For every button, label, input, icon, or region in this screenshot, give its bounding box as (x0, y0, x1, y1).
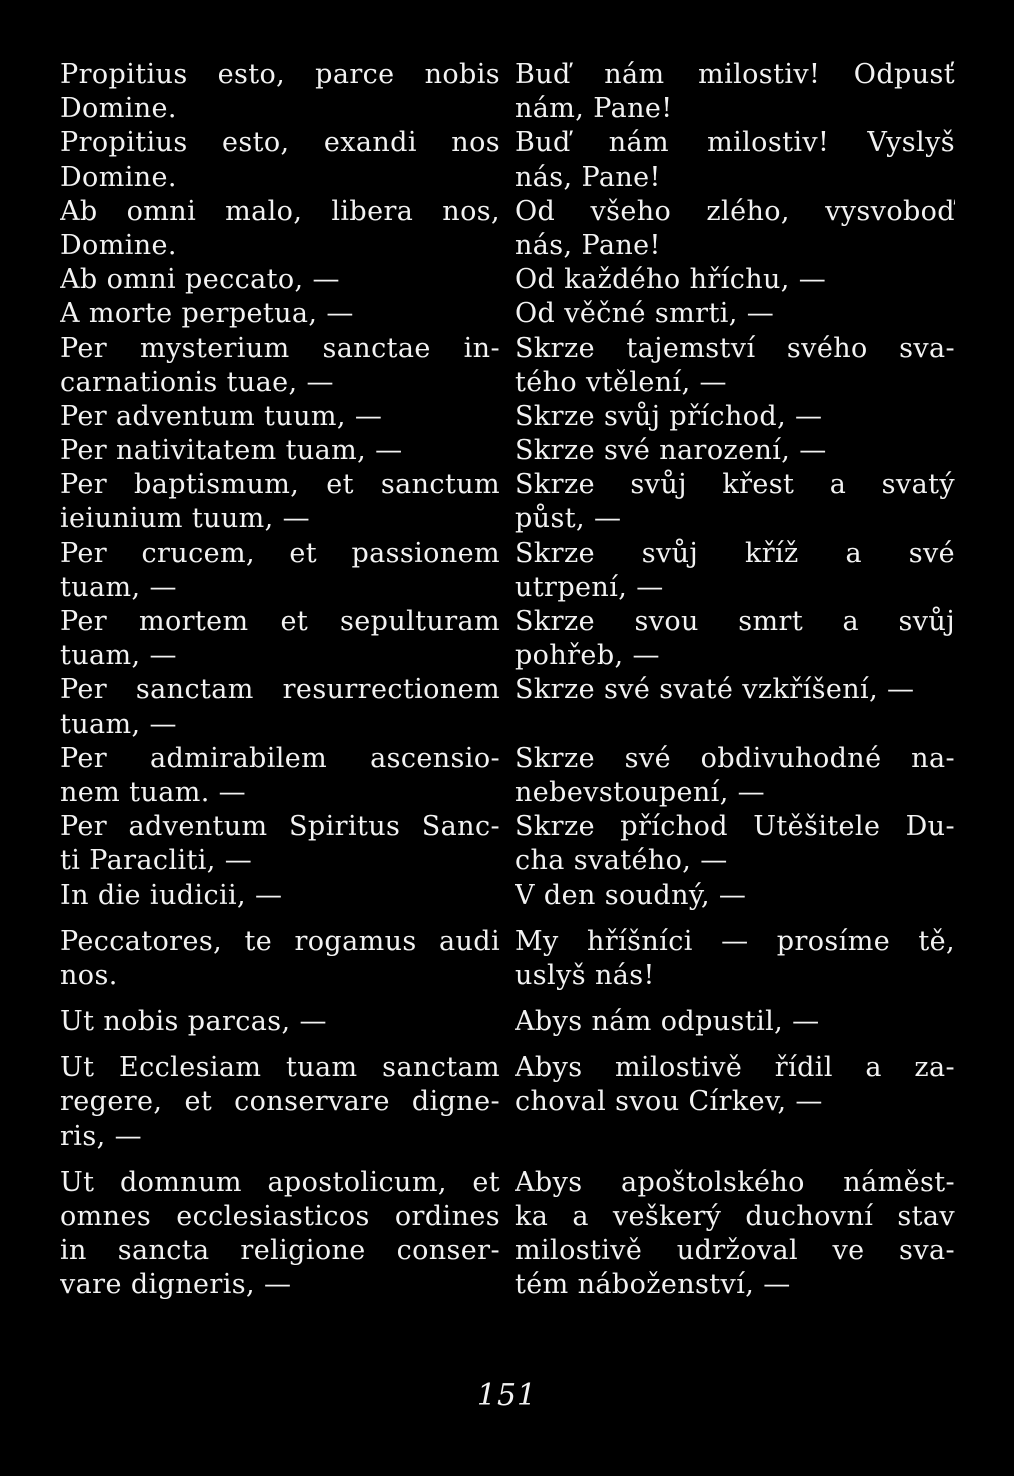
czech-entry (515, 1005, 955, 1039)
latin-entry (60, 263, 500, 297)
czech-line: Buď nám milostiv! Odpusť (515, 59, 955, 90)
latin-entry (60, 1051, 500, 1154)
latin-line: Propitius esto, exandi nos (60, 127, 500, 159)
latin-entry (60, 332, 500, 400)
latin-line: Ut domnum apostolicum, et (60, 1166, 500, 1198)
czech-line: cha svatého, — (515, 845, 728, 877)
czech-line: Od každého hříchu, — (515, 264, 827, 296)
latin-line: nos. (60, 959, 118, 991)
czech-entry (515, 297, 955, 331)
czech-line: Od věčné smrti, — (515, 298, 775, 330)
czech-entry (515, 195, 955, 263)
latin-entry (60, 742, 500, 810)
latin-entry (60, 1166, 500, 1303)
czech-line: Skrze tajemství svého sva- (515, 332, 955, 364)
latin-column (60, 58, 500, 1303)
latin-line: In die iudicii, — (60, 879, 283, 911)
latin-line: Domine. (60, 229, 177, 261)
latin-line: ti Paracliti, — (60, 845, 253, 877)
latin-line: A morte perpetua, — (60, 298, 354, 330)
latin-line: Per nativitatem tuam, — (60, 435, 403, 467)
latin-line: Per mysterium sanctae in- (60, 332, 500, 364)
czech-line: půst, — (515, 503, 622, 535)
czech-line: milostivě udržoval ve sva- (515, 1235, 955, 1267)
czech-line: choval svou Církev, — (515, 1086, 823, 1118)
latin-line: Per adventum Spiritus Sanc- (60, 811, 500, 843)
latin-line: nem tuam. — (60, 776, 247, 808)
czech-entry (515, 810, 955, 878)
latin-line: Ut Ecclesiam tuam sanctam (60, 1052, 500, 1084)
latin-line: regere, et conservare digne- (60, 1086, 500, 1118)
czech-line: tého vtělení, — (515, 366, 727, 398)
czech-line: Skrze svůj kříž a své (515, 537, 955, 569)
czech-entry (515, 58, 955, 126)
czech-line: nás, Pane! (515, 229, 661, 261)
latin-line: Ut nobis parcas, — (60, 1006, 327, 1038)
czech-entry (515, 925, 955, 993)
czech-entry (515, 126, 955, 194)
czech-line (515, 708, 955, 742)
czech-line: My hříšníci — prosíme tě, (515, 925, 955, 957)
latin-entry (60, 468, 500, 536)
latin-entry (60, 58, 500, 126)
czech-line: ka a veškerý duchovní stav (515, 1201, 955, 1232)
czech-entry (515, 400, 955, 434)
latin-line: Per admirabilem ascensio- (60, 742, 500, 774)
latin-entry (60, 810, 500, 878)
latin-line: ris, — (60, 1120, 142, 1152)
latin-line: vare digneris, — (60, 1269, 292, 1301)
czech-line: Od všeho zlého, vysvoboď (515, 195, 955, 227)
czech-entry (515, 263, 955, 297)
czech-line: Skrze svůj křest a svatý (515, 469, 955, 501)
czech-line: utrpení, — (515, 571, 664, 603)
czech-entry (515, 468, 955, 536)
latin-line: carnationis tuae, — (60, 366, 334, 398)
latin-line: Domine. (60, 161, 177, 193)
latin-line: Peccatores, te rogamus audi (60, 925, 500, 957)
czech-entry (515, 742, 955, 810)
czech-column (515, 58, 955, 1303)
latin-entry (60, 195, 500, 263)
latin-line: Per sanctam resurrectionem (60, 674, 500, 706)
czech-line: Skrze svůj příchod, — (515, 400, 823, 432)
page-number: 151 (476, 1378, 538, 1413)
latin-entry (60, 1005, 500, 1039)
latin-line: Per crucem, et passionem (60, 537, 500, 569)
czech-line (515, 1120, 955, 1154)
czech-entry (515, 673, 955, 741)
latin-entry (60, 673, 500, 741)
czech-line: Skrze své narození, — (515, 435, 827, 467)
czech-line: Buď nám milostiv! Vyslyš (515, 127, 955, 159)
latin-line: in sancta religione conser- (60, 1235, 500, 1267)
czech-line: pohřeb, — (515, 640, 660, 672)
latin-entry (60, 605, 500, 673)
czech-line: Skrze příchod Utěšitele Du- (515, 811, 955, 843)
latin-line: Per baptismum, et sanctum (60, 469, 500, 501)
czech-entry (515, 434, 955, 468)
latin-line: tuam, — (60, 708, 177, 740)
latin-entry (60, 537, 500, 605)
latin-entry (60, 400, 500, 434)
czech-entry (515, 879, 955, 913)
czech-line: Abys nám odpustil, — (515, 1006, 820, 1038)
czech-line: Abys milostivě řídil a za- (515, 1052, 955, 1084)
latin-entry (60, 925, 500, 993)
latin-entry (60, 126, 500, 194)
latin-line: tuam, — (60, 571, 177, 603)
czech-line: Abys apoštolského náměst- (515, 1166, 955, 1198)
latin-line: omnes ecclesiasticos ordines (60, 1201, 500, 1232)
czech-line: uslyš nás! (515, 959, 655, 991)
czech-entry (515, 332, 955, 400)
czech-entry (515, 605, 955, 673)
czech-line: V den soudný, — (515, 879, 747, 911)
latin-entry (60, 434, 500, 468)
latin-entry (60, 297, 500, 331)
czech-line: nám, Pane! (515, 93, 673, 125)
latin-line: Propitius esto, parce nobis (60, 59, 500, 90)
latin-entry (60, 879, 500, 913)
czech-line: nás, Pane! (515, 161, 661, 193)
latin-line: Per adventum tuum, — (60, 400, 383, 432)
latin-line: Domine. (60, 93, 177, 125)
latin-line: Ab omni peccato, — (60, 264, 340, 296)
czech-line: Skrze svou smrt a svůj (515, 606, 955, 637)
czech-entry (515, 1051, 955, 1154)
czech-line: Skrze své obdivuhodné na- (515, 742, 955, 774)
latin-line: tuam, — (60, 640, 177, 672)
czech-line: tém náboženství, — (515, 1269, 791, 1301)
latin-line: ieiunium tuum, — (60, 503, 311, 535)
czech-line: nebevstoupení, — (515, 776, 766, 808)
czech-line: Skrze své svaté vzkříšení, — (515, 674, 915, 706)
czech-entry (515, 537, 955, 605)
latin-line: Per mortem et sepulturam (60, 606, 500, 637)
latin-line: Ab omni malo, libera nos, (60, 195, 500, 227)
czech-entry (515, 1166, 955, 1303)
